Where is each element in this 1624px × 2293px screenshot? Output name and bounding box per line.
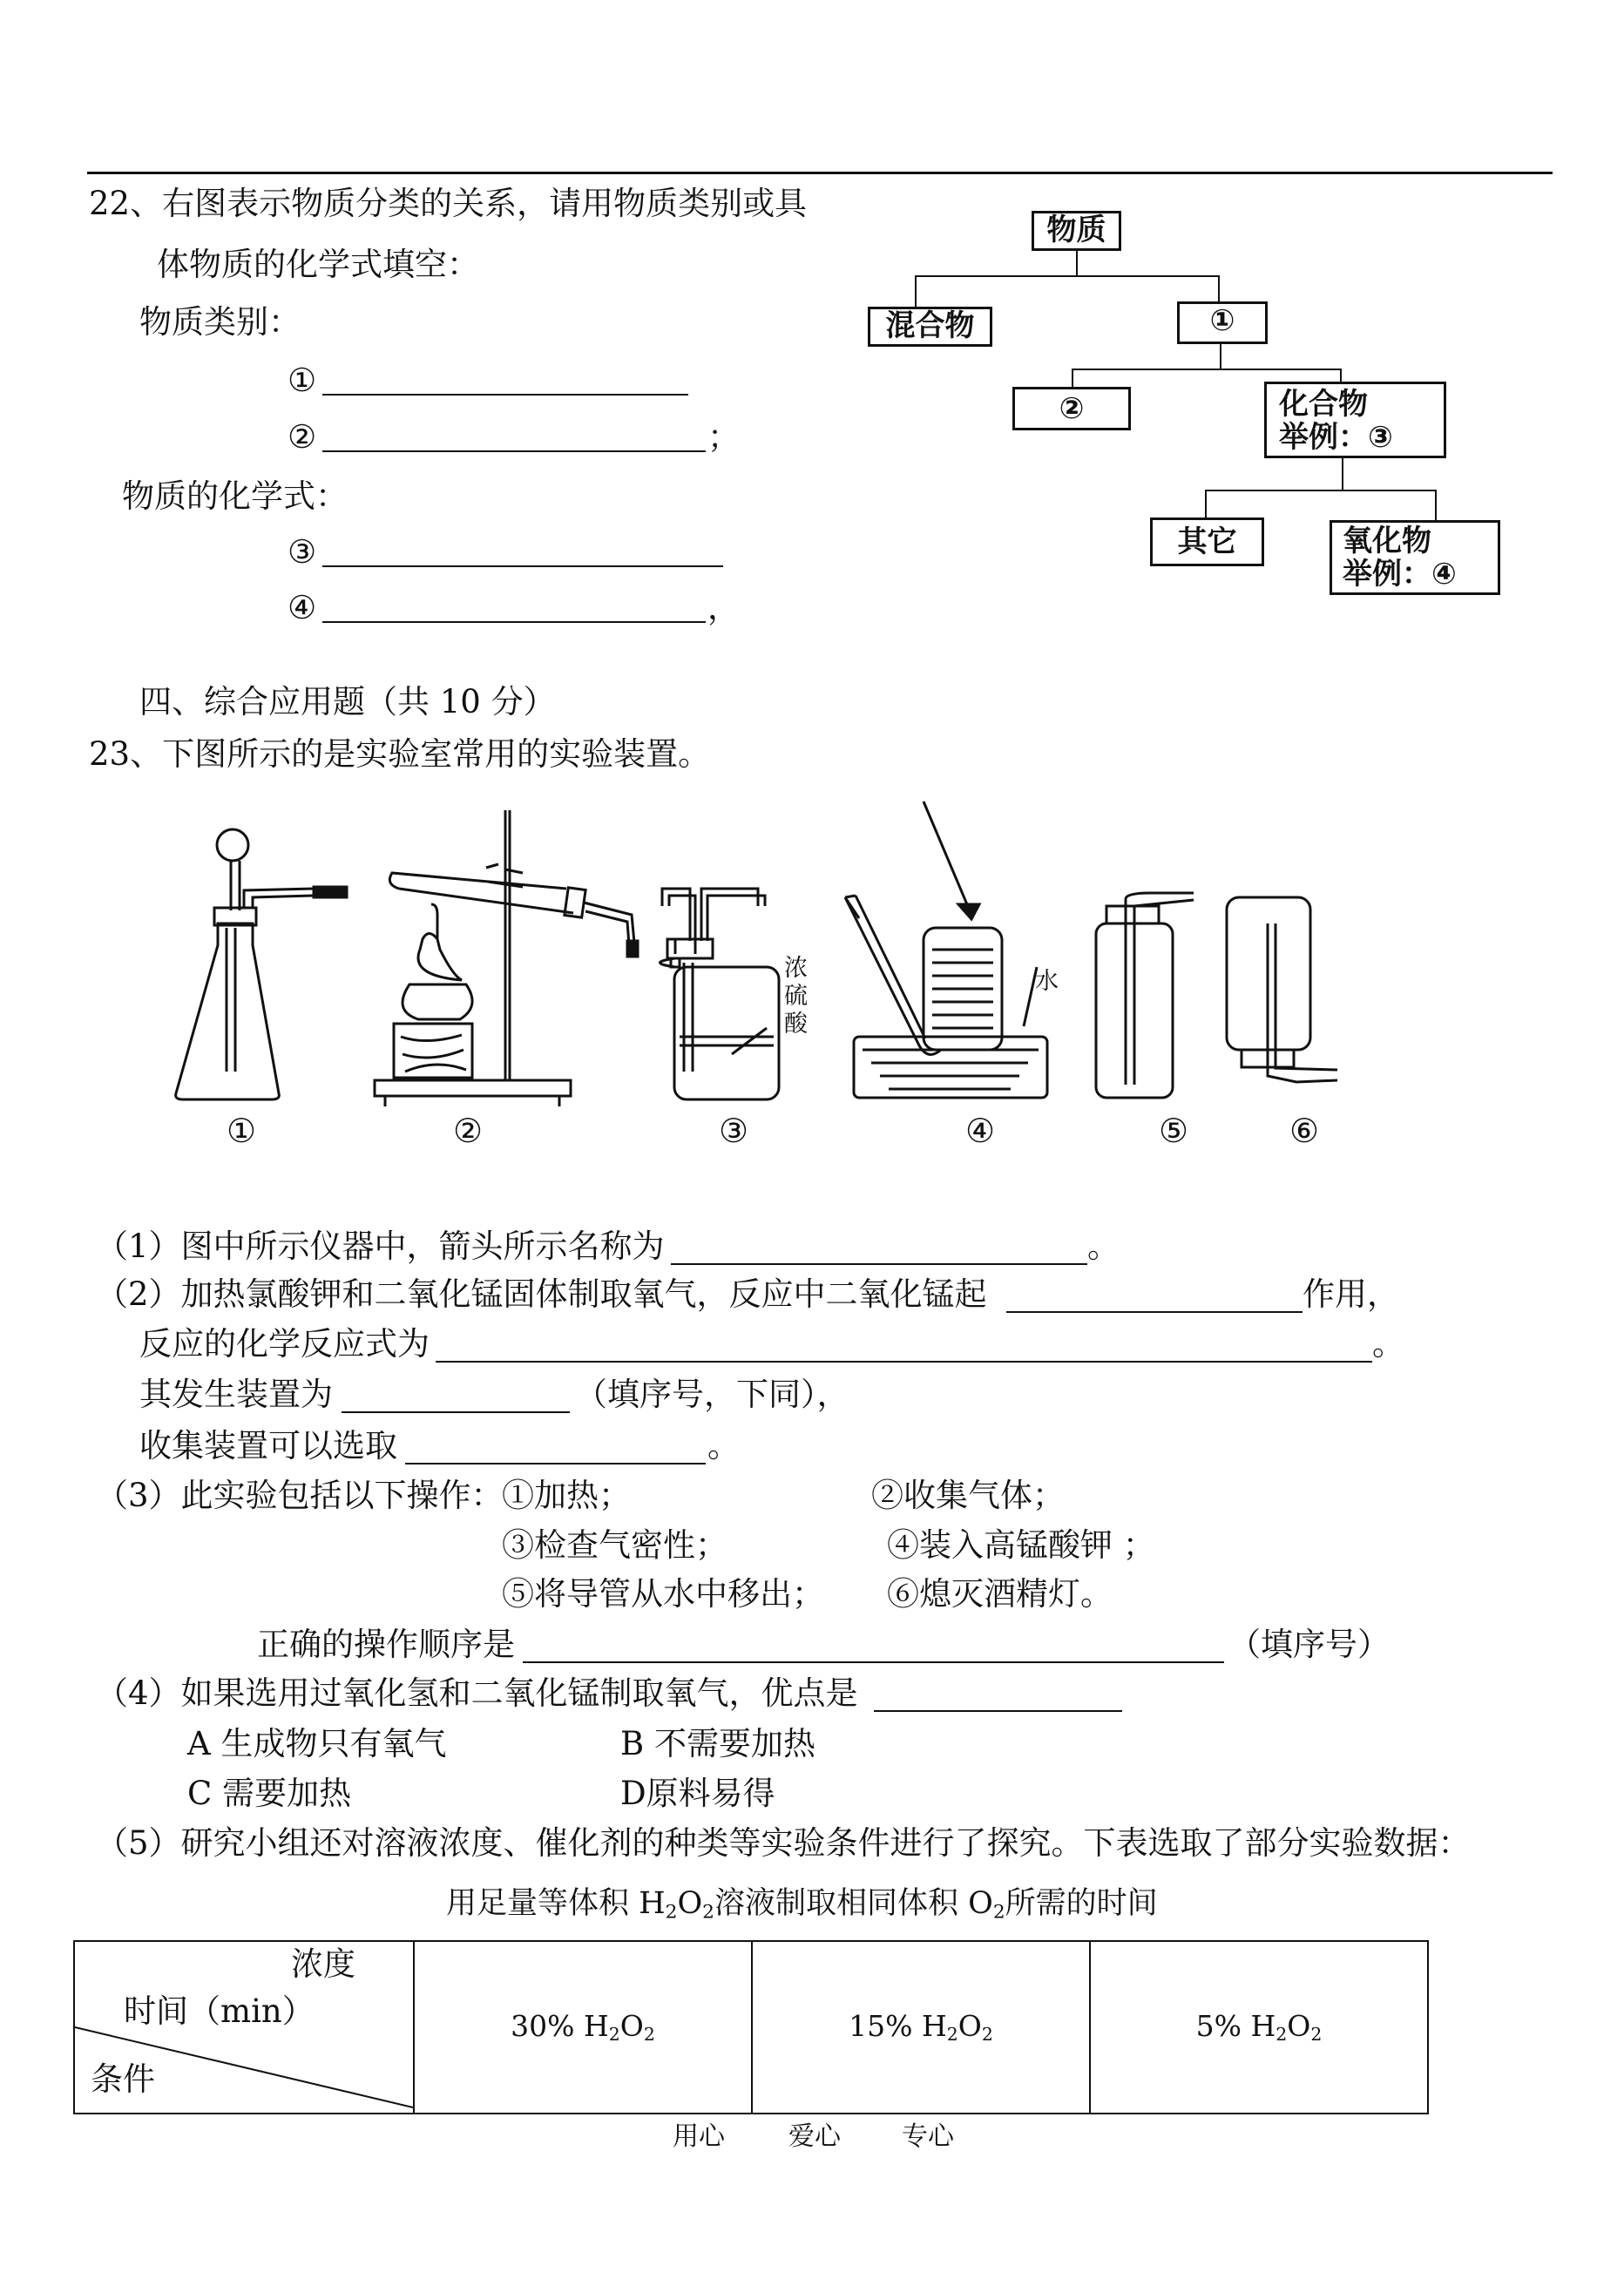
table-header-15pct [752,1941,1090,2114]
q22-blank3-marker: ③ [288,533,317,571]
tree-line [915,275,1220,277]
footer-a: 用心 [673,2121,725,2152]
q23-p2-line1-prefix: （2）加热氯酸钾和二氧化锰固体制取氧气，反应中二氧化锰起 [96,1275,987,1313]
apparatus-3-wash-bottle [660,889,780,1099]
apparatus-label-6: ⑥ [1289,1112,1320,1150]
q23-p2-line4-prefix: 收集装置可以选取 [139,1427,397,1464]
footer-c: 专心 [902,2121,954,2152]
header-sub: 2 [643,2024,655,2046]
q23-p5-text: （5）研究小组还对溶液浓度、催化剂的种类等实验条件进行了探究。下表选取了部分实验数据： [96,1824,1471,1862]
corner-mid-label: 时间（min） [124,1992,315,2030]
tree-root: 物质 [1032,211,1121,251]
q22-blank4-end: ， [707,589,740,626]
header-text: O [957,2009,982,2044]
q22-blank2[interactable] [322,450,706,452]
q23-p2-line2-suffix: 。 [1372,1325,1404,1363]
acid-label [784,955,808,1038]
q23-p2-line2-prefix: 反应的化学反应式为 [139,1325,430,1363]
tree-oxide-line1: 氧化物 [1343,524,1431,558]
header-text: O [1287,2009,1311,2044]
q22-blank4[interactable] [322,621,706,623]
caption-sub: 2 [992,1901,1005,1924]
tree-oxide-line2: 举例：④ [1343,557,1457,592]
tree-node2: ② [1012,387,1131,430]
tree-node1: ① [1177,301,1268,344]
q23-p1-blank[interactable] [671,1263,1087,1265]
tree-line [1218,275,1220,303]
tree-line [1340,369,1342,382]
tree-line [1220,344,1221,369]
apparatus-label-4: ④ [964,1112,996,1150]
q23-p2-line3-suffix: （填序号，下同）， [575,1376,849,1413]
table-header-row [74,1941,1428,2114]
q23-p3-prefix: （3）此实验包括以下操作： [96,1477,504,1514]
caption-part: 溶液制取相同体积 O [714,1886,993,1921]
q23-p4-blank[interactable] [874,1710,1122,1712]
q23-intro: 23、下图所示的是实验室常用的实验装置。 [89,735,711,773]
apparatus-1-conical-flask [176,829,347,1099]
acid-label-char: 浓 [784,955,808,982]
footer-b: 爱心 [788,2121,841,2152]
apparatus-4-water-trough [845,802,1047,1098]
q23-p2-line3-prefix: 其发生装置为 [139,1376,333,1413]
q23-p4-option-b: B 不需要加热 [620,1725,815,1762]
caption-sub: 2 [665,1901,678,1924]
table-corner-cell [74,1941,414,2114]
table-header-5pct [1090,1941,1428,2114]
table-header-30pct [414,1941,752,2114]
header-sub: 2 [1276,2024,1288,2046]
apparatus-label-1: ① [226,1112,257,1150]
tree-line [1072,369,1342,370]
q23-p2-line4-suffix: 。 [707,1427,740,1464]
q22-blank2-marker: ② [288,418,317,456]
tree-oxide [1330,520,1500,595]
caption-part: 所需的时间 [1005,1886,1158,1921]
tree-line [1205,490,1437,491]
q23-p3-order-prefix: 正确的操作顺序是 [257,1626,515,1663]
q23-p3-op1: ①加热； [502,1477,631,1514]
tree-line [915,275,917,310]
header-sub: 2 [946,2024,958,2046]
tree-line [1342,458,1343,490]
q23-p1-prefix: （1）图中所示仪器中，箭头所示名称为 [96,1228,665,1265]
q23-p3-op3: ③检查气密性； [502,1526,727,1564]
corner-bottom-label: 条件 [91,2060,155,2098]
tree-compound [1264,382,1446,458]
apparatus-label-5: ⑤ [1158,1112,1189,1150]
tree-mixture: 混合物 [868,307,992,347]
header-sub: 2 [981,2024,993,2046]
apparatus-label-2: ② [452,1112,484,1150]
q22-blank1-marker: ① [288,362,317,399]
apparatus-6-collecting-bottle-down [1227,897,1337,1082]
q23-p3-order-suffix: （填序号） [1228,1626,1390,1663]
q22-blank3[interactable] [322,565,723,567]
q22-blank2-end: ； [707,418,740,456]
tree-compound-line1: 化合物 [1279,387,1368,422]
q22-blank4-marker: ④ [288,589,317,626]
q23-p1-suffix: 。 [1087,1228,1120,1265]
apparatus-5-collecting-bottle-up [1096,893,1194,1098]
caption-part: O [677,1886,703,1921]
apparatus-label-3: ③ [718,1112,749,1150]
acid-label-char: 硫 [784,983,808,1010]
tree-line [1205,490,1207,519]
header-text: 15% H [849,2009,947,2044]
header-sub: 2 [608,2024,620,2046]
acid-label-char: 酸 [784,1011,808,1038]
tree-line [1072,369,1073,388]
q23-p3-order-blank[interactable] [523,1661,1224,1663]
q23-p3-op2: ②收集气体； [871,1477,1065,1514]
q23-p2-equation-blank[interactable] [436,1361,1372,1363]
q22-formula-label: 物质的化学式： [122,477,348,515]
q23-p3-op5: ⑤将导管从水中移出； [502,1575,824,1613]
q22-intro-line2: 体物质的化学式填空： [157,246,479,283]
caption-part: 用足量等体积 H [446,1886,666,1921]
q23-p2-catalyst-blank[interactable] [1006,1311,1303,1313]
header-text: 5% H [1195,2009,1276,2044]
q22-category-label: 物质类别： [139,303,301,341]
q23-p4-prefix: （4）如果选用过氧化氢和二氧化锰制取氧气，优点是 [96,1674,858,1712]
experiment-data-table [73,1940,1429,2114]
q23-p4-option-a: A 生成物只有氧气 [187,1725,447,1762]
q23-p4-option-c: C 需要加热 [187,1775,352,1812]
tree-other: 其它 [1150,517,1264,566]
header-text: 30% H [511,2009,609,2044]
tree-line [1435,490,1437,521]
q23-p2-collector-blank[interactable] [405,1463,706,1464]
q23-p2-generator-blank[interactable] [342,1411,570,1413]
q22-blank1[interactable] [322,394,688,396]
q22-intro-line1: 22、右图表示物质分类的关系，请用物质类别或具 [89,185,808,222]
table-caption [446,1884,1158,1931]
tree-compound-line2: 举例：③ [1279,420,1393,455]
q23-p3-op4: ④装入高锰酸钾 ； [887,1526,1155,1564]
header-rule [87,172,1553,174]
header-text: O [619,2009,644,2044]
q23-p4-option-d: D原料易得 [620,1775,775,1812]
lab-apparatus-figure [157,784,1377,1106]
apparatus-2-heating-test-tube [375,810,638,1106]
q23-p2-line1-suffix: 作用， [1303,1275,1399,1313]
corner-top-label: 浓度 [291,1945,355,1983]
caption-sub: 2 [702,1901,714,1924]
section4-title: 四、综合应用题（共 10 分） [139,683,556,720]
tree-line [1076,251,1078,275]
header-sub: 2 [1310,2024,1323,2046]
q23-p3-op6: ⑥熄灭酒精灯。 [887,1575,1113,1613]
water-label: 水 [1035,968,1059,995]
